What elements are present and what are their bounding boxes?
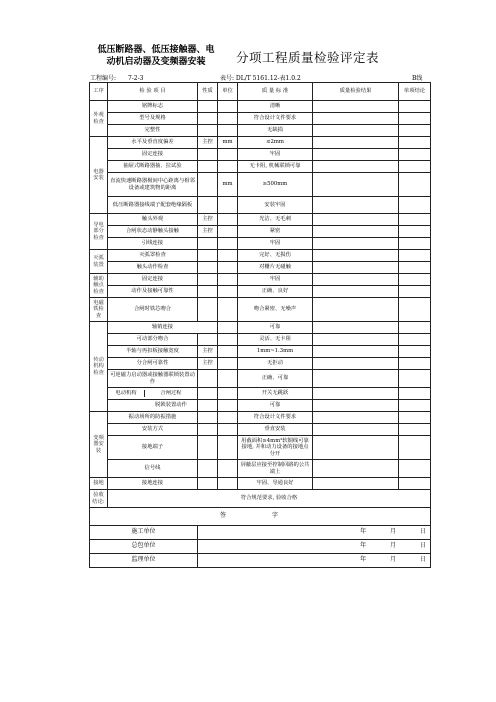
row-item: 直流快速断路器极间中心距离与相邻设备或建筑物的距离 — [108, 173, 198, 197]
row-standard: 无卡阻, 机械联锁可靠 — [238, 161, 313, 173]
col-item: 检 验 项 目 — [108, 83, 198, 101]
row-standard: 吻合紧密、无噪声 — [238, 298, 313, 322]
table-row — [90, 358, 431, 370]
table-row — [90, 226, 431, 238]
row-standard: 开关无跳跃 — [238, 388, 313, 400]
row-standard: 光洁、无毛刺 — [238, 214, 313, 226]
row-standard: 灵活、无卡阻 — [238, 334, 313, 346]
inspection-table — [89, 82, 431, 568]
table-row — [90, 125, 431, 137]
table-row — [90, 113, 431, 125]
row-standard: 完好、无损伤 — [238, 250, 313, 262]
group-inverter: 变频器安装 — [90, 412, 108, 478]
row-standard: 无拒动 — [238, 358, 313, 370]
header-row — [90, 83, 431, 101]
standard-number: 表号: DL/T 5161.12-表1.0.2 — [220, 75, 301, 82]
row-standard: 正确、良好 — [238, 286, 313, 298]
row-item: 安装方式 — [108, 424, 198, 436]
row-item: 灭弧罩检查 — [108, 250, 198, 262]
signature-row — [90, 526, 431, 540]
table-row — [90, 214, 431, 226]
row-item: 接地端子 — [108, 436, 198, 460]
project-number-label: 工程编号: — [90, 75, 117, 82]
subproject-title-line2: 动机启动器及变频器安装 — [106, 57, 206, 67]
signature-unit: 施工单位 — [90, 526, 198, 540]
year-label: 年 — [360, 556, 367, 564]
row-item: 分合闸可靠性 — [108, 358, 198, 370]
group-conductive: 导电部分检查 — [90, 214, 108, 250]
row-standard: 牢固、导通良好 — [238, 478, 313, 490]
day-label: 日 — [419, 556, 426, 564]
row-standard: 牢固 — [238, 274, 313, 286]
row-standard: 紧密 — [238, 226, 313, 238]
table-row — [90, 161, 431, 173]
row-item: 半轴与再扣板接触宽度 — [108, 346, 198, 358]
col-process: 工序 — [90, 83, 108, 101]
row-item: 水平及垂直度偏差 — [108, 137, 198, 149]
subproject-title-line1: 低压断路器、低压接触器、电 — [97, 45, 215, 55]
row-item: 固定连接 — [108, 149, 198, 161]
row-nature: 主控 — [198, 214, 218, 226]
table-row — [90, 298, 431, 322]
table-row — [90, 322, 431, 334]
day-label: 日 — [419, 542, 426, 550]
acceptance-text: 符合规范要求, 验收合格 — [108, 490, 431, 508]
row-item: 信号线 — [108, 460, 198, 478]
table-row — [90, 388, 431, 400]
col-nature: 性质 — [198, 83, 218, 101]
signature-row — [90, 554, 431, 568]
month-label: 月 — [390, 542, 397, 550]
group-arc: 灭弧装置 — [90, 250, 108, 274]
group-electrical: 电器安装 — [90, 137, 108, 214]
row-standard: 可靠 — [238, 400, 313, 412]
table-row — [90, 346, 431, 358]
subgroup-motor: 电动机构 — [108, 390, 145, 396]
row-standard: 符合设计文件要求 — [238, 412, 313, 424]
project-number — [90, 73, 143, 82]
row-standard: 牢固 — [238, 149, 313, 161]
group-grounding: 接地 — [90, 478, 108, 490]
row-standard: ≤2mm — [238, 137, 313, 149]
table-row — [90, 101, 431, 113]
signature-heading-row — [90, 508, 431, 526]
row-item: 轴销连接 — [108, 322, 218, 334]
row-item: 接地连接 — [108, 478, 198, 490]
row-standard: 安装牢固 — [238, 197, 313, 214]
col-result: 质量检验结果 — [313, 83, 399, 101]
acceptance-label: 验收结论: — [90, 490, 108, 508]
row-standard: 牢固 — [238, 238, 313, 250]
row-item: 型号及规格 — [108, 113, 198, 125]
row-standard: 用截面积≥4mm²软铜线可靠接地, 并和动力设备的接地点分开 — [238, 436, 313, 460]
subproject-title — [76, 44, 236, 68]
signature-unit: 监理单位 — [90, 554, 198, 568]
table-row — [90, 424, 431, 436]
acceptance-row — [90, 490, 431, 508]
signature-date — [198, 540, 431, 554]
table-row — [90, 149, 431, 161]
row-item: 抽屉式断路器抽、拉试验 — [108, 161, 198, 173]
col-unit: 单位 — [218, 83, 238, 101]
signature-date — [198, 554, 431, 568]
row-item: 振动场所的防振措施 — [108, 412, 198, 424]
table-row — [90, 274, 431, 286]
row-item: 低压断路器接线端子配套绝缘隔板 — [108, 197, 198, 214]
row-item: 合闸过程 — [160, 390, 182, 397]
row-item: 铭牌标志 — [108, 101, 198, 113]
table-row — [90, 262, 431, 274]
row-item: 完整性 — [108, 125, 198, 137]
row-standard: 正确、可靠 — [238, 370, 313, 388]
table-row — [90, 412, 431, 424]
row-item: 引线连接 — [108, 238, 198, 250]
col-conclusion: 单项结论 — [399, 83, 431, 101]
row-standard: 清晰 — [238, 101, 313, 113]
table-row — [90, 238, 431, 250]
row-item-split — [108, 388, 198, 400]
table-row — [90, 173, 431, 197]
group-transmission: 传动机构检查 — [90, 322, 108, 412]
group-aux: 辅助触点检查 — [90, 274, 108, 298]
group-magnet: 电磁铁检查 — [90, 298, 108, 322]
row-item: 动作及接触可靠性 — [108, 286, 198, 298]
row-unit: mm — [218, 173, 238, 197]
row-item: 合闸状态动静触头接触 — [108, 226, 198, 238]
table-row — [90, 137, 431, 149]
signature-heading: 签 字 — [90, 508, 431, 526]
row-standard: 垂直安装 — [238, 424, 313, 436]
col-standard: 质 量 标 准 — [238, 83, 313, 101]
year-label: 年 — [360, 528, 367, 536]
table-row — [90, 197, 431, 214]
table-row — [90, 334, 431, 346]
signature-row — [90, 540, 431, 554]
row-nature: 主控 — [198, 137, 218, 149]
table-row — [90, 478, 431, 490]
row-standard: 可靠 — [238, 322, 313, 334]
month-label: 月 — [390, 556, 397, 564]
day-label: 日 — [419, 528, 426, 536]
row-unit: mm — [218, 137, 238, 149]
row-standard: ≥500mm — [238, 173, 313, 197]
row-item: 可动部分吻合 — [108, 334, 198, 346]
row-item: 触头动作检查 — [108, 262, 198, 274]
row-item: 合闸时铁芯吻合 — [108, 298, 198, 322]
signature-date — [198, 526, 431, 540]
signature-unit: 总包单位 — [90, 540, 198, 554]
table-row — [90, 460, 431, 478]
row-item: 固定连接 — [108, 274, 198, 286]
table-row — [90, 370, 431, 388]
group-appearance: 外观检查 — [90, 101, 108, 137]
row-item: 可逆磁力启动器或接触器联锁装置动作 — [108, 370, 198, 388]
row-nature: 主控 — [198, 346, 218, 358]
row-standard: 1mm~1.3mm — [238, 346, 313, 358]
table-class: B线 — [412, 75, 423, 82]
table-row — [90, 286, 431, 298]
row-standard: 无缺损 — [238, 125, 313, 137]
row-item: 触头外观 — [108, 214, 198, 226]
form-title: 分项工程质量检验评定表 — [236, 50, 380, 65]
year-label: 年 — [360, 542, 367, 550]
table-row — [90, 400, 431, 412]
row-standard: 对栅片无碰触 — [238, 262, 313, 274]
row-nature: 主控 — [198, 358, 218, 370]
row-standard: 符合设计文件要求 — [238, 113, 313, 125]
row-standard: 屏蔽层应接至控制回路的公共端上 — [238, 460, 313, 478]
project-number-value: 7-2-3 — [127, 75, 144, 82]
table-row — [90, 436, 431, 460]
month-label: 月 — [390, 528, 397, 536]
row-item — [108, 400, 198, 412]
row-item-text: 脱锁装置动作 — [155, 402, 187, 409]
row-nature: 主控 — [198, 226, 218, 238]
table-row — [90, 250, 431, 262]
